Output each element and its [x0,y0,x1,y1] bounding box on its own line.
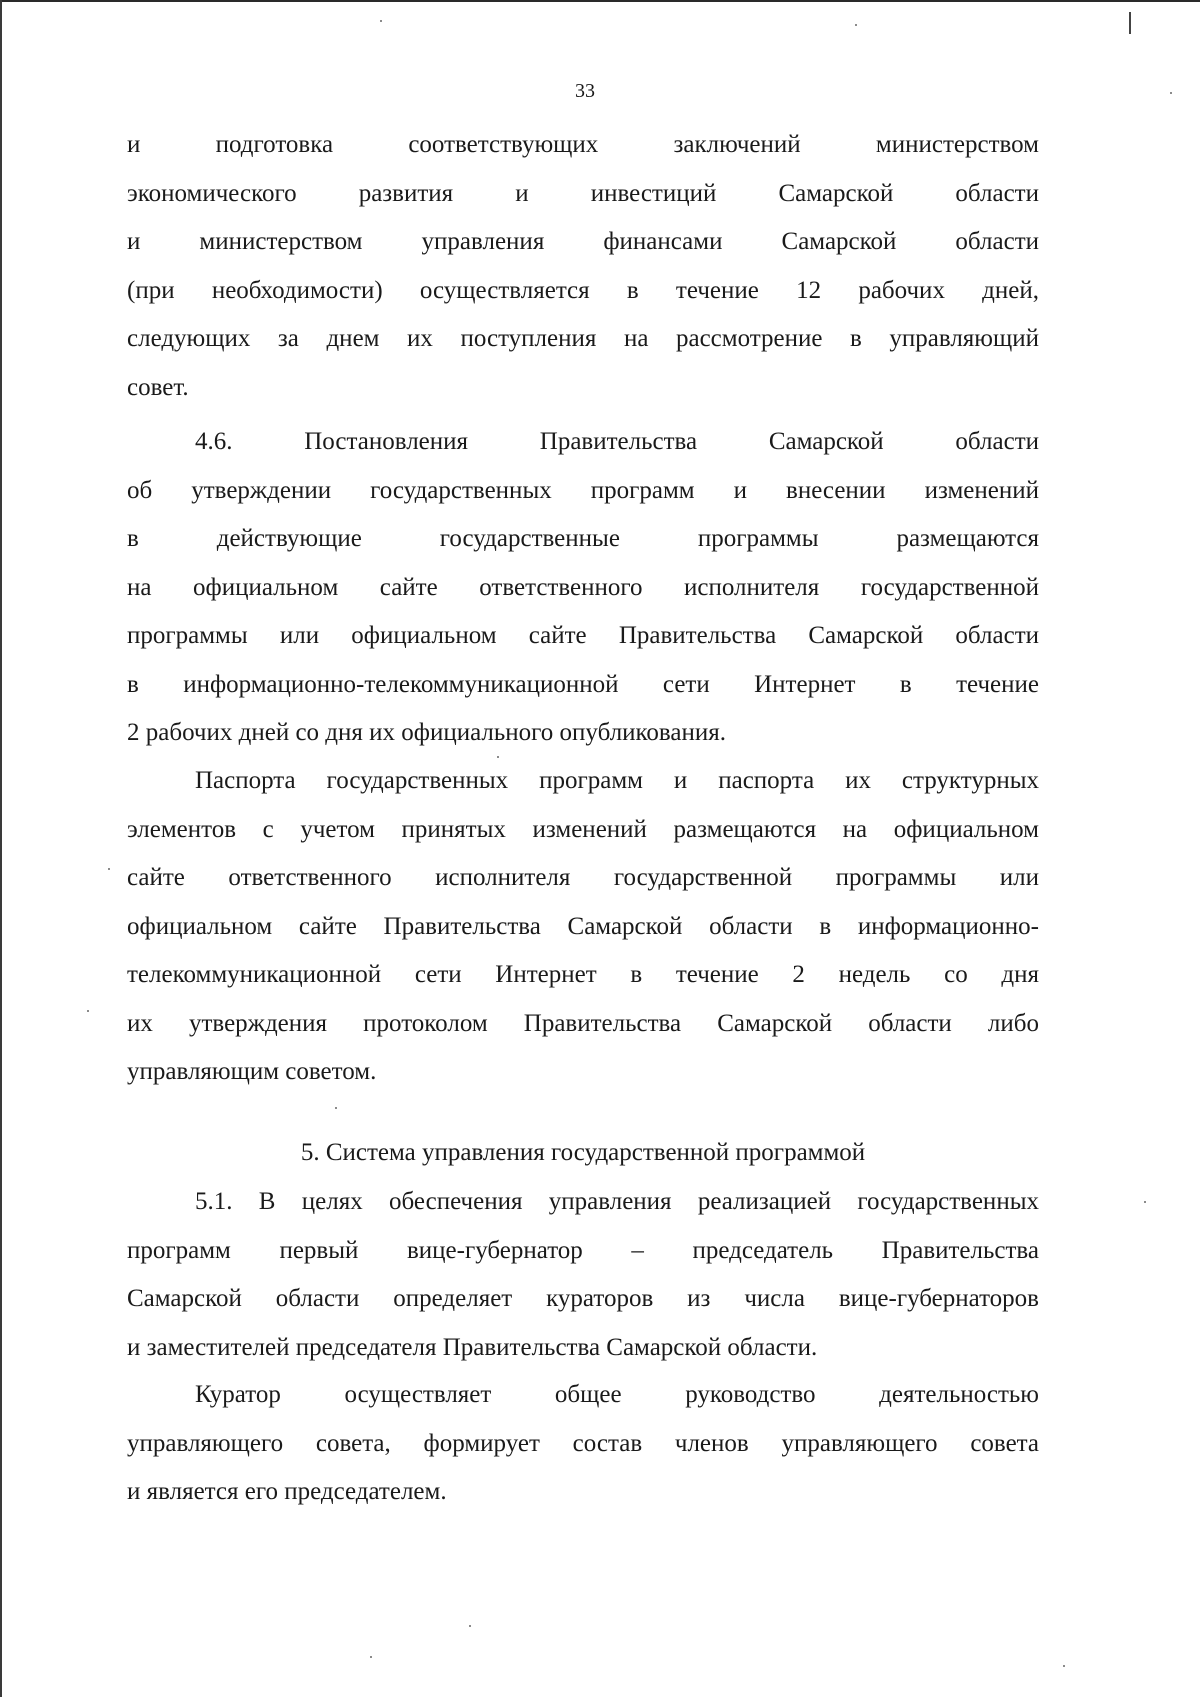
text-line: следующих за днем их поступления на рассмотрение в управляющий [127,325,1039,352]
text-line: элементов с учетом принятых изменений размещаются на официальном [127,815,1039,843]
text-line: официальном сайте Правительства Самарской области в информационно- [127,912,1039,940]
text-line: Самарской области определяет кураторов из числа вице-губернаторов [127,1285,1039,1312]
scan-speck [87,1010,89,1012]
text-line: управляющим советом. [127,1058,377,1085]
text-line: и является его председателем. [127,1478,447,1505]
paragraph-4-6 [127,418,1039,758]
text-line: (при необходимости) осуществляется в течение 12 рабочих дней, [127,276,1039,304]
text-line: в информационно-телекоммуникационной сети Интернет в течение [127,670,1039,698]
text-line: Куратор осуществляет общее руководство деятельностью [195,1381,1039,1408]
text-line: об утверждении государственных программ и внесении изменений [127,476,1039,504]
scan-speck [497,756,499,758]
text-line: 5.1. В целях обеспечения управления реализацией государственных [195,1188,1039,1215]
text-line: и подготовка соответствующих заключений министерством [127,131,1039,158]
page-number: 33 [575,80,595,102]
scan-speck [469,1625,471,1627]
scan-speck [380,20,382,22]
text-line: программы или официальном сайте Правительства Самарской области [127,622,1039,649]
text-line: сайте ответственного исполнителя государственной программы или [127,864,1039,891]
text-line: экономического развития и инвестиций Самарской области [127,179,1039,207]
text-line: 4.6. Постановления Правительства Самарской области [195,428,1039,455]
paragraph-5-1 [127,1178,1039,1372]
scan-speck [1144,1201,1146,1203]
text-line: их утверждения протоколом Правительства Самарской области либо [127,1009,1039,1037]
text-line: управляющего совета, формирует состав членов управляющего совета [127,1429,1039,1457]
scan-speck [370,1656,372,1658]
scan-speck [335,1107,337,1109]
text-line: на официальном сайте ответственного исполнителя государственной [127,573,1039,601]
scan-border-left [0,0,2,1697]
section-heading: 5. Система управления государственной программой [300,1139,866,1166]
scan-speck [1170,92,1172,94]
text-line: и министерством управления финансами Самарской области [127,228,1039,255]
text-line: в действующие государственные программы размещаются [127,525,1039,552]
text-line: Паспорта государственных программ и паспорта их структурных [195,767,1039,794]
paragraph-passports [127,757,1039,1097]
scan-border-top [0,0,1200,2]
paragraph-1 [127,121,1039,412]
scan-speck [1063,1665,1065,1667]
scan-mark [1129,12,1131,34]
text-line: и заместителей председателя Правительства Самарской области. [127,1333,818,1361]
text-line: 2 рабочих дней со дня их официального опубликования. [127,719,727,746]
text-line: совет. [127,373,189,401]
paragraph-curator [127,1371,1039,1517]
scan-speck [855,24,857,26]
scan-speck [108,868,110,870]
text-line: программ первый вице-губернатор – председатель Правительства [127,1236,1039,1264]
text-line: телекоммуникационной сети Интернет в течение 2 недель со дня [127,961,1039,988]
